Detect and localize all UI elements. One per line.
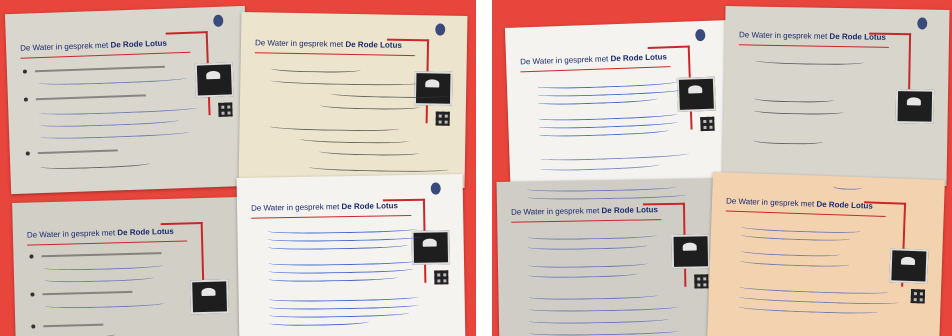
qr-code xyxy=(436,111,450,125)
logo-icon xyxy=(695,29,705,41)
card-header: De Water in gesprek met De Rode Lotus xyxy=(250,201,399,213)
card-header: De Water in gesprek met De Rode Lotus xyxy=(738,30,887,42)
photo-thumbnail xyxy=(671,234,710,269)
qr-code xyxy=(218,102,232,116)
card-header: De Water in gesprek met De Rode Lotus xyxy=(510,205,659,217)
qr-code xyxy=(911,289,925,303)
qr-code xyxy=(694,274,708,288)
photo-thumbnail xyxy=(414,71,453,106)
qr-code xyxy=(700,117,714,131)
feedback-card xyxy=(722,6,949,186)
card-header: De Water in gesprek met De Rode Lotus xyxy=(26,226,174,240)
logo-icon xyxy=(435,23,445,35)
photo-thumbnail xyxy=(677,77,716,112)
photo-thumbnail xyxy=(896,89,935,124)
card-header: De Water in gesprek met De Rode Lotus xyxy=(725,196,873,211)
feedback-card xyxy=(707,172,945,336)
card-header: De Water in gesprek met De Rode Lotus xyxy=(19,38,168,53)
logo-icon xyxy=(917,17,927,29)
feedback-card xyxy=(497,178,726,336)
qr-code xyxy=(434,270,448,284)
feedback-card xyxy=(5,6,251,194)
photo-thumbnail xyxy=(195,62,234,97)
photo-right xyxy=(492,0,952,336)
logo-icon xyxy=(431,182,441,194)
feedback-card xyxy=(237,174,466,336)
logo-icon xyxy=(213,15,223,27)
feedback-card xyxy=(239,12,468,188)
photo-thumbnail xyxy=(190,279,229,314)
feedback-card xyxy=(12,197,244,336)
photo-thumbnail xyxy=(889,248,928,283)
card-header: De Water in gesprek met De Rode Lotus xyxy=(519,52,668,67)
card-header: De Water in gesprek met De Rode Lotus xyxy=(254,38,402,50)
